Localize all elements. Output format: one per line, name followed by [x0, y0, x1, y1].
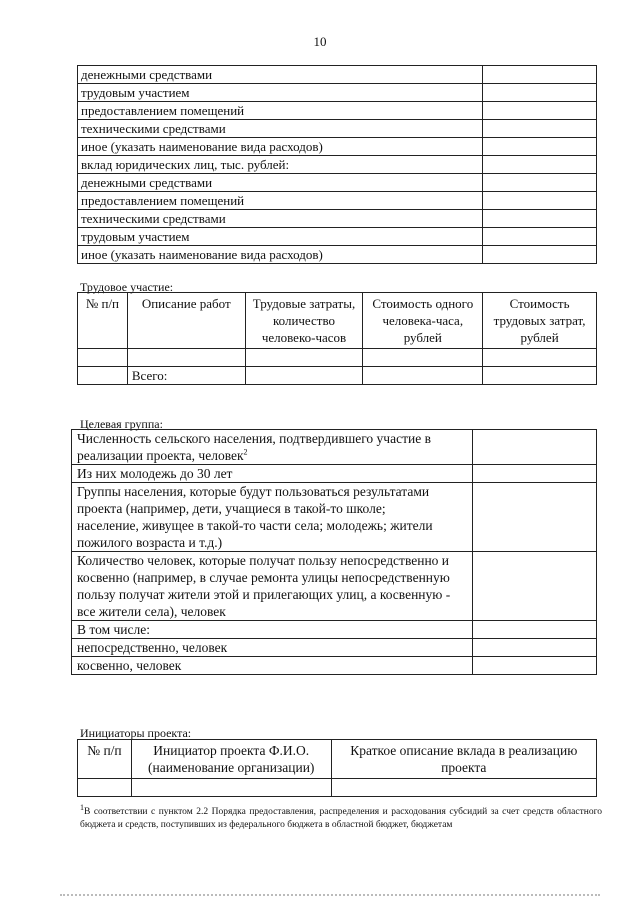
table-cell[interactable]: [483, 349, 597, 367]
table-row: [78, 192, 597, 210]
column-header: № п/п: [78, 293, 128, 349]
table-cell: косвенно, человек: [72, 657, 473, 675]
table-cell[interactable]: [483, 367, 597, 385]
footnote-text: В соответствии с пунктом 2.2 Порядка предоставления, распределения и расходования субсидий за счет средств областного бюджета и средств, поступивших из федерального бюджета в областной бюджет, бюджетам: [80, 807, 602, 830]
table-cell[interactable]: [78, 349, 128, 367]
table-cell: техническими средствами: [78, 120, 483, 138]
page-bottom-divider: [60, 894, 600, 898]
target-group-table: [71, 429, 597, 675]
value-cell[interactable]: [483, 102, 597, 120]
table-row: [72, 621, 597, 639]
value-cell[interactable]: [483, 84, 597, 102]
table-row: [72, 639, 597, 657]
table-cell[interactable]: [78, 367, 128, 385]
column-header: Стоимость трудовых затрат, рублей: [483, 293, 597, 349]
value-cell[interactable]: [473, 621, 597, 639]
value-cell[interactable]: [483, 210, 597, 228]
table-row: [78, 779, 597, 797]
target-group-label: Целевая группа:: [80, 417, 163, 431]
table-cell: вклад юридических лиц, тыс. рублей:: [78, 156, 483, 174]
table-cell: трудовым участием: [78, 84, 483, 102]
value-cell[interactable]: [473, 552, 597, 621]
table-cell: непосредственно, человек: [72, 639, 473, 657]
table-row: [72, 657, 597, 675]
table-cell: иное (указать наименование вида расходов): [78, 246, 483, 264]
value-cell[interactable]: [483, 66, 597, 84]
table-row: [72, 430, 597, 465]
table-cell[interactable]: [363, 367, 483, 385]
column-header: Краткое описание вклада в реализацию проекта: [331, 740, 596, 779]
footnote-mark: 1: [80, 802, 84, 812]
initiators-label: Инициаторы проекта:: [80, 726, 192, 740]
table-row: [78, 349, 597, 367]
labor-table: [77, 292, 597, 385]
value-cell[interactable]: [483, 228, 597, 246]
column-header: Трудовые затраты, количество человеко-часов: [245, 293, 363, 349]
expenses-table: [77, 65, 597, 264]
value-cell[interactable]: [473, 483, 597, 552]
table-cell: денежными средствами: [78, 174, 483, 192]
table-row: [78, 156, 597, 174]
table-cell: Группы населения, которые будут пользоваться результатами проекта (например, дети, учащиеся в такой-то школе; население, живущее в такой-то части села; молодежь; жители пожилого возраста и т.д.): [72, 483, 473, 552]
labor-section-label: Трудовое участие:: [80, 280, 174, 294]
table-cell[interactable]: [127, 349, 245, 367]
column-header: Инициатор проекта Ф.И.О. (наименование организации): [131, 740, 331, 779]
value-cell[interactable]: [483, 156, 597, 174]
total-label: Всего:: [127, 367, 245, 385]
table-row: [78, 66, 597, 84]
table-row: [78, 210, 597, 228]
table-cell: трудовым участием: [78, 228, 483, 246]
value-cell[interactable]: [473, 639, 597, 657]
column-header: Описание работ: [127, 293, 245, 349]
table-row: [72, 552, 597, 621]
value-cell[interactable]: [483, 174, 597, 192]
table-cell[interactable]: [331, 779, 596, 797]
table-cell[interactable]: [245, 349, 363, 367]
table-cell: предоставлением помещений: [78, 192, 483, 210]
table-row: [78, 138, 597, 156]
column-header: Стоимость одного человека-часа, рублей: [363, 293, 483, 349]
table-row: [78, 102, 597, 120]
table-cell[interactable]: [245, 367, 363, 385]
table-cell: Из них молодежь до 30 лет: [72, 465, 473, 483]
column-header: № п/п: [78, 740, 132, 779]
table-cell: В том числе:: [72, 621, 473, 639]
table-cell[interactable]: [78, 779, 132, 797]
table-row: [72, 483, 597, 552]
table-cell: денежными средствами: [78, 66, 483, 84]
value-cell[interactable]: [483, 246, 597, 264]
table-row: [78, 367, 597, 385]
table-row: [78, 174, 597, 192]
table-row: [78, 228, 597, 246]
value-cell[interactable]: [483, 138, 597, 156]
table-cell: иное (указать наименование вида расходов): [78, 138, 483, 156]
value-cell[interactable]: [473, 657, 597, 675]
footnote: [80, 802, 602, 832]
table-row: [72, 465, 597, 483]
table-cell[interactable]: [131, 779, 331, 797]
table-cell: Количество человек, которые получат пользу непосредственно и косвенно (например, в случае ремонта улицы непосредственную пользу получат жители этой и прилегающих улиц, а косвенную - все жители села), человек: [72, 552, 473, 621]
value-cell[interactable]: [473, 465, 597, 483]
table-cell: предоставлением помещений: [78, 102, 483, 120]
table-row: [78, 246, 597, 264]
table-cell[interactable]: [363, 349, 483, 367]
value-cell[interactable]: [483, 192, 597, 210]
initiators-table: [77, 739, 597, 797]
value-cell[interactable]: [483, 120, 597, 138]
table-row: [78, 84, 597, 102]
table-row: [78, 120, 597, 138]
footnote-mark: 2: [243, 447, 248, 457]
table-cell: техническими средствами: [78, 210, 483, 228]
value-cell[interactable]: [473, 430, 597, 465]
table-cell: Численность сельского населения, подтвердившего участие в реализации проекта, человек$^2$: [72, 430, 473, 465]
page-number: 10: [313, 34, 327, 49]
